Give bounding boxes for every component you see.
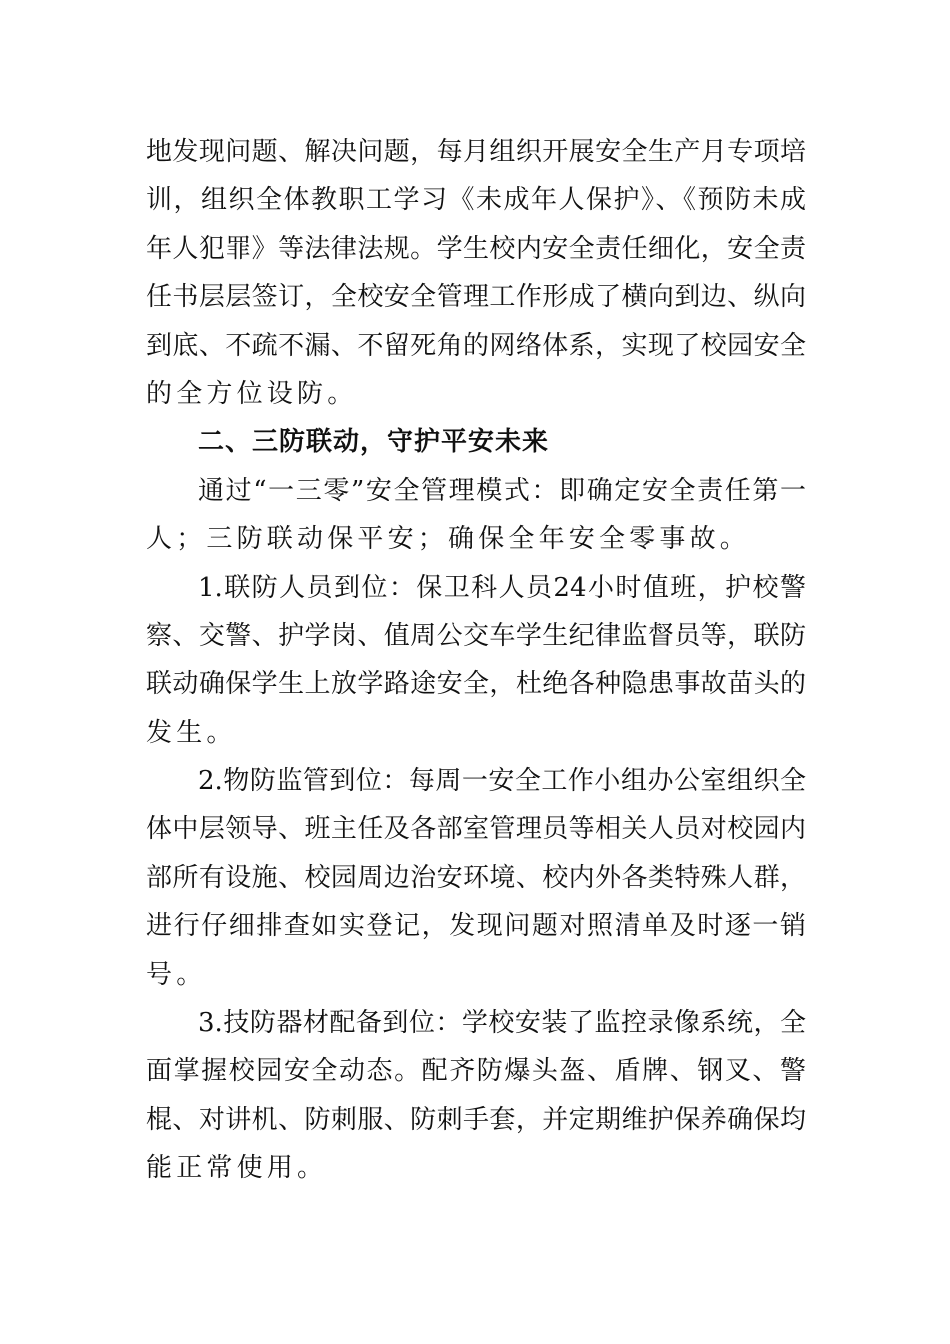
text-line: 人；三防联动保平安；确保全年安全零事故。 bbox=[146, 524, 751, 555]
paragraph-item-2 bbox=[146, 757, 806, 999]
text-line: 地发现问题、解决问题，每月组织开展安全生产月专项培 bbox=[146, 137, 806, 167]
text-line: 训，组织全体教职工学习《未成年人保护》、《预防未成 bbox=[146, 185, 806, 216]
text-line: 号。 bbox=[146, 959, 207, 990]
text-line: 面掌握校园安全动态。配齐防爆头盔、盾牌、钢叉、警 bbox=[146, 1056, 806, 1087]
text-line: 联动确保学生上放学路途安全，杜绝各种隐患事故苗头的 bbox=[146, 669, 806, 700]
paragraph-item-1 bbox=[146, 564, 806, 758]
text-line: 2.物防监管到位：每周一安全工作小组办公室组织全 bbox=[198, 766, 806, 797]
text-line: 通过“一三零”安全管理模式：即确定安全责任第一 bbox=[198, 475, 806, 506]
text-line: 察、交警、护学岗、值周公交车学生纪律监督员等，联防 bbox=[146, 620, 806, 651]
paragraph-item-3 bbox=[146, 999, 806, 1193]
text-line: 年人犯罪》等法律法规。学生校内安全责任细化，安全责 bbox=[146, 233, 806, 264]
text-line: 棍、对讲机、防刺服、防刺手套，并定期维护保养确保均 bbox=[146, 1104, 806, 1135]
text-line: 能正常使用。 bbox=[146, 1153, 328, 1184]
text-line: 3.技防器材配备到位：学校安装了监控录像系统，全 bbox=[198, 1008, 806, 1039]
text-line: 的全方位设防。 bbox=[146, 378, 358, 409]
text-line: 体中层领导、班主任及各部室管理员等相关人员对校园内 bbox=[146, 814, 806, 845]
text-line: 发生。 bbox=[146, 717, 237, 748]
document-body bbox=[146, 128, 806, 1193]
text-line: 任书层层签订，全校安全管理工作形成了横向到边、纵向 bbox=[146, 282, 806, 313]
paragraph-intro bbox=[146, 467, 806, 564]
text-line: 1.联防人员到位：保卫科人员24小时值班，护校警 bbox=[198, 572, 806, 603]
text-line: 部所有设施、校园周边治安环境、校内外各类特殊人群， bbox=[146, 862, 806, 893]
text-line: 进行仔细排查如实登记，发现问题对照清单及时逐一销 bbox=[146, 911, 806, 942]
paragraph-safety-network bbox=[146, 128, 806, 418]
section-heading: 二、三防联动，守护平安未来 bbox=[198, 427, 550, 458]
text-line: 到底、不疏不漏、不留死角的网络体系，实现了校园安全 bbox=[146, 330, 806, 361]
